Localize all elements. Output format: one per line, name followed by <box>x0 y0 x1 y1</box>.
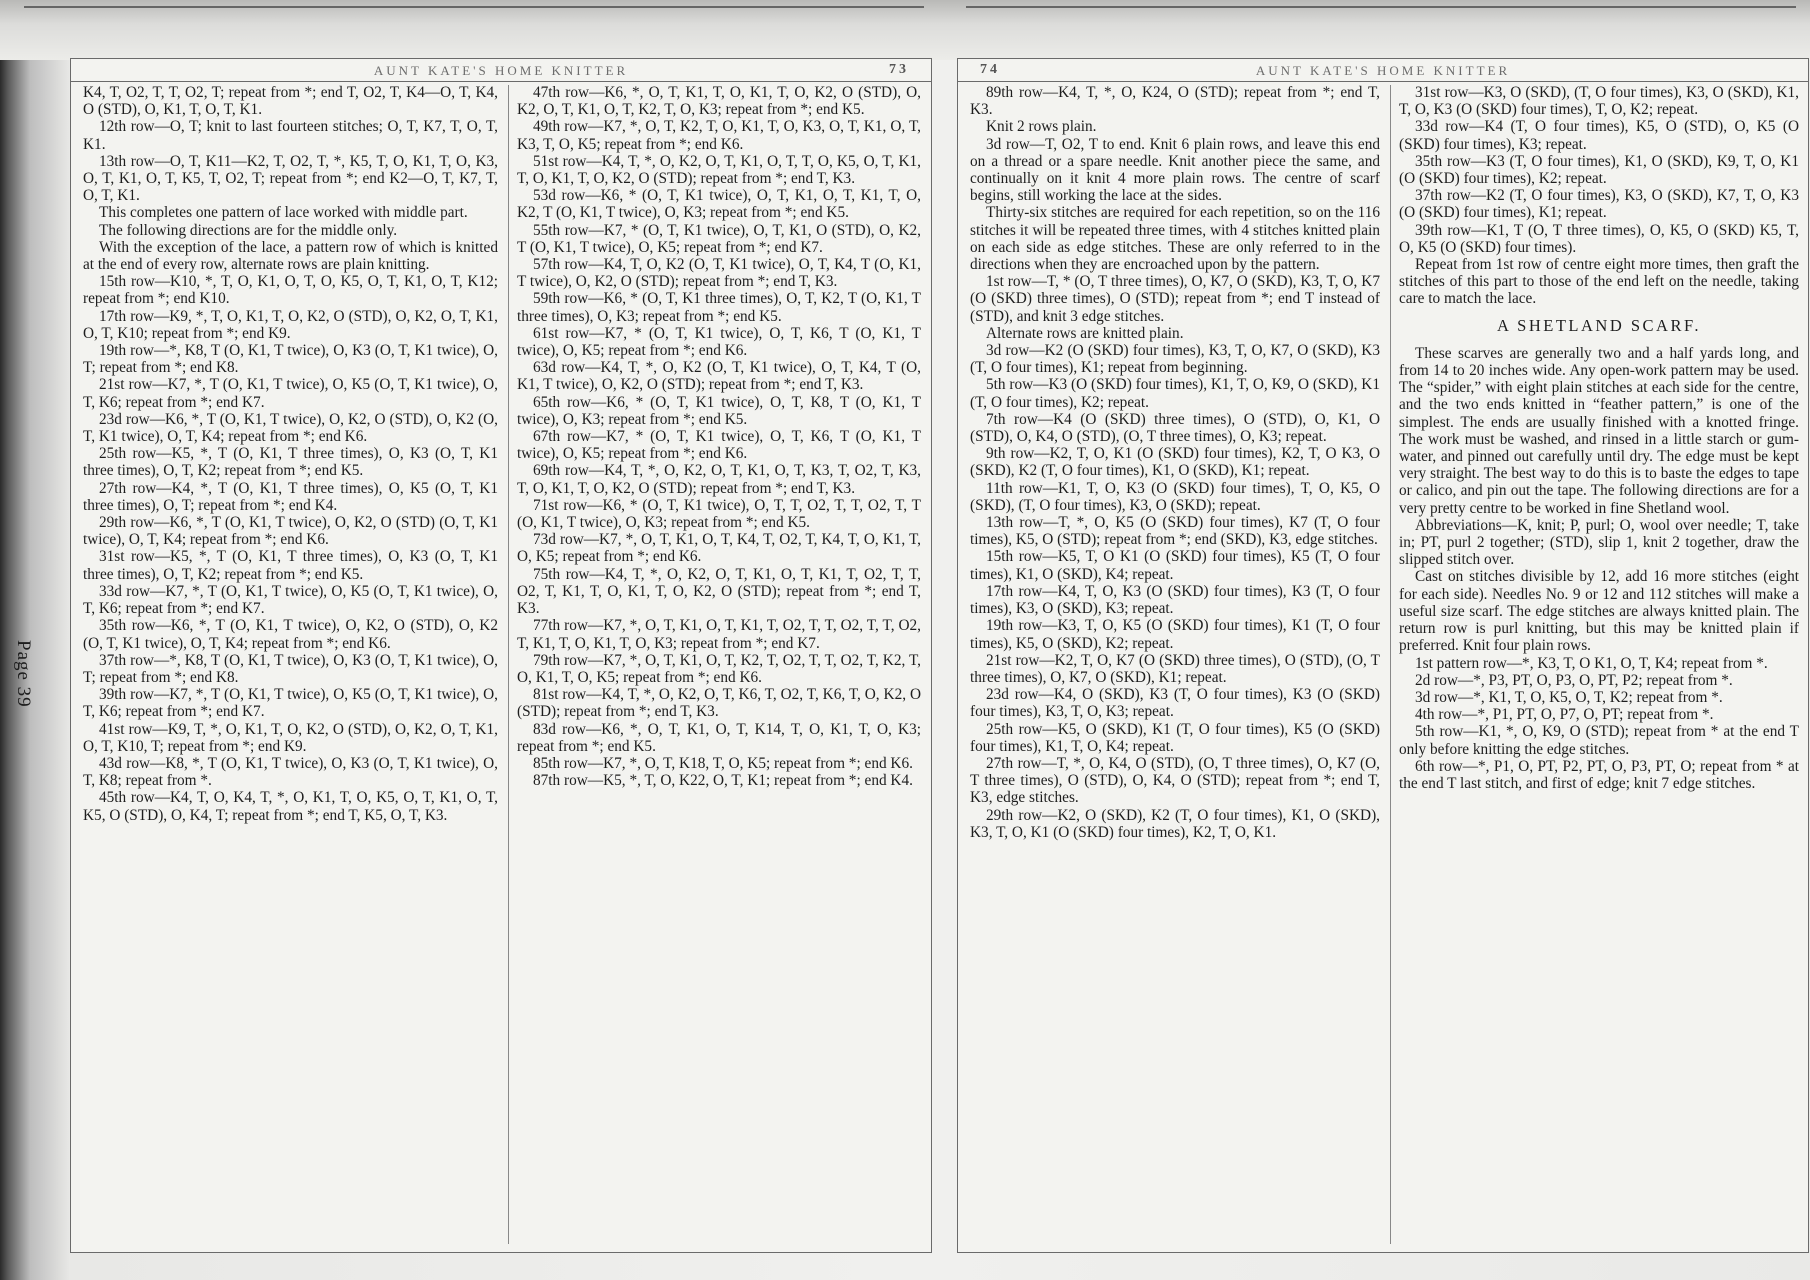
pattern-paragraph: 63d row—K4, T, *, O, K2 (O, T, K1 twice), O, T, K4, T (O, K1, T twice), O, K2, O (STD); repeat from *; end T, K3. <box>517 359 921 394</box>
pattern-paragraph: 55th row—K7, * (O, T, K1 twice), O, T, K1, O (STD), O, K2, T (O, K1, T twice), O, K5; repeat from *; end K7. <box>517 221 921 256</box>
pattern-paragraph: 1st pattern row—*, K3, T, O K1, O, T, K4; repeat from *. <box>1415 654 1768 672</box>
pattern-paragraph: 39th row—K1, T (O, T three times), O, K5, O (SKD) K5, T, O, K5 (O (SKD) four times). <box>1399 221 1799 256</box>
pattern-paragraph: 23d row—K4, O (SKD), K3 (T, O four times), K3 (O (SKD) four times), K3, T, O, K3; repeat. <box>970 686 1380 721</box>
pattern-paragraph: 33d row—K4 (T, O four times), K5, O (STD), O, K5 (O (SKD) four times), K3; repeat. <box>1399 118 1799 153</box>
pattern-paragraph: 23d row—K6, *, T (O, K1, T twice), O, K2, O (STD), O, K2 (O, T, K1 twice), O, T, K4; repeat from *; end K6. <box>83 410 498 446</box>
pattern-paragraph: 15th row—K10, *, T, O, K1, O, T, O, K5, O, T, K1, O, T, K12; repeat from *; end K10. <box>83 273 498 308</box>
pattern-paragraph: 21st row—K7, *, T (O, K1, T twice), O, K5 (O, T, K1 twice), O, T, K6; repeat from *; end K7. <box>83 376 498 411</box>
pattern-paragraph: These scarves are generally two and a half yards long, and from 14 to 20 inches wide. Any open-work pattern may be used. The “spider,” with eight plain stitches at each side for the centre, and the two ends knitted in “feather pattern,” is one of the simplest. The ends are usually finished with a knotted fringe. The work must be washed, and rinsed in a little starch or gum-water, and pinned out carefully until dry. The edge must be kept very straight. The best way to do this is to baste the edges to tape or calico, and pin out the tape. The following directions are for a very pretty centre to be worked in fine Shetland wool. <box>1399 344 1799 517</box>
pattern-paragraph: 45th row—K4, T, O, K4, T, *, O, K1, T, O, K5, O, T, K1, O, T, K5, O (STD), O, K4, T; repeat from *; end T, K5, O, T, K3. <box>83 789 498 824</box>
pattern-paragraph: 53d row—K6, * (O, T, K1 twice), O, T, K1, O, T, K1, T, O, K2, T (O, K1, T twice), O, K3; repeat from *; end K5. <box>517 187 921 222</box>
pattern-paragraph: With the exception of the lace, a pattern row of which is knitted at the end of every row, alternate rows are plain knitting. <box>83 238 498 274</box>
running-head: AUNT KATE'S HOME KNITTER <box>373 63 629 78</box>
pattern-paragraph: 51st row—K4, T, *, O, K2, O, T, K1, O, T, T, O, K5, O, T, K1, T, O, K1, T, O, K2, O (STD); repeat from *; end T, K3. <box>517 152 921 188</box>
pattern-paragraph: 81st row—K4, T, *, O, K2, O, T, K6, T, O2, T, K6, T, O, K2, O (STD); repeat from *; end T, K3. <box>517 686 921 721</box>
pattern-paragraph: 7th row—K4 (O (SKD) three times), O (STD), O, K1, O (STD), O, K4, O (STD), (O, T three times), O, K3; repeat. <box>970 410 1380 446</box>
pattern-paragraph: 87th row—K5, *, T, O, K22, O, T, K1; repeat from *; end K4. <box>533 772 913 790</box>
section-heading: A SHETLAND SCARF. <box>1497 315 1701 335</box>
pattern-paragraph: 17th row—K9, *, T, O, K1, T, O, K2, O (STD), O, K2, O, T, K1, O, T, K10; repeat from *; end K9. <box>83 307 498 342</box>
pattern-paragraph: 19th row—K3, T, O, K5 (O (SKD) four times), K1 (T, O four times), K5, O (SKD), K2; repeat. <box>970 617 1380 652</box>
pattern-paragraph: The following directions are for the middle only. <box>99 221 398 239</box>
pattern-paragraph: 27th row—T, *, O, K4, O (STD), (O, T three times), O, K7 (O, T three times), O (STD), O, K4, O (STD); repeat from *; end T, K3, edge stitches. <box>970 754 1380 807</box>
pattern-paragraph: K4, T, O2, T, T, O2, T; repeat from *; end T, O2, T, K4—O, T, K4, O (STD), O, K1, T, O, T, K1. <box>83 84 498 119</box>
pattern-paragraph: 39th row—K7, *, T (O, K1, T twice), O, K5 (O, T, K1 twice), O, T, K6; repeat from *; end K7. <box>83 686 498 721</box>
pattern-paragraph: 27th row—K4, *, T (O, K1, T three times), O, K5 (O, T, K1 three times), O, T; repeat from *; end K4. <box>83 479 498 514</box>
left-page-column-1 <box>83 84 498 1248</box>
pattern-paragraph: Alternate rows are knitted plain. <box>986 324 1184 342</box>
pattern-paragraph: 5th row—K3 (O (SKD) four times), K1, T, O, K9, O (SKD), K1 (T, O four times), K2; repeat. <box>970 376 1380 411</box>
pattern-paragraph: 25th row—K5, O (SKD), K1 (T, O four times), K5 (O (SKD) four times), K1, T, O, K4; repeat. <box>970 720 1380 755</box>
pattern-paragraph: 29th row—K2, O (SKD), K2 (T, O four times), K1, O (SKD), K3, T, O, K1 (O (SKD) four times), K2, T, O, K1. <box>970 806 1380 841</box>
pattern-paragraph: 75th row—K4, T, *, O, K2, O, T, K1, O, T, K1, T, O2, T, T, O2, T, K1, T, O, K1, T, O, K2, O (STD); repeat from *; end T, K3. <box>517 565 921 618</box>
pattern-paragraph: 77th row—K7, *, O, T, K1, O, T, K1, T, O2, T, T, O2, T, T, O2, T, K1, T, O, K1, T, O, K3; repeat from *; end K7. <box>517 617 921 652</box>
pattern-paragraph: 13th row—T, *, O, K5 (O (SKD) four times), K7 (T, O four times), K5, O (STD); repeat from *; end (SKD), K3, edge stitches. <box>970 514 1380 549</box>
left-page-header <box>71 59 931 82</box>
pattern-paragraph: 12th row—O, T; knit to last fourteen stitches; O, T, K7, T, O, T, K1. <box>83 118 498 153</box>
pattern-paragraph: Cast on stitches divisible by 12, add 16 more stitches (eight for each side). Needles No. 9 or 12 and 112 stitches will make a useful size scarf. The edge stitches are always knitted plain. The return row is purl knitting, but this may be knitted plain if preferred. Knit four plain rows. <box>1399 568 1799 655</box>
right-page-column-2 <box>1399 84 1799 1248</box>
left-page-column-2 <box>517 84 921 1248</box>
pattern-paragraph: 5th row—K1, *, O, K9, O (STD); repeat from * at the end T only before knitting the edge stitches. <box>1399 723 1799 758</box>
pattern-paragraph: 3d row—T, O2, T to end. Knit 6 plain rows, and leave this end on a thread or a spare needle. Knit another piece the same, and continually on it knit 4 more plain rows. The centre of scarf begins, still working the lace at the sides. <box>970 135 1380 205</box>
page-number: 73 <box>889 62 909 77</box>
pattern-paragraph: 13th row—O, T, K11—K2, T, O2, T, *, K5, T, O, K1, T, O, K3, O, T, K1, O, T, K5, T, O2, T; repeat from *; end K2—O, T, K7, T, O, T, K1. <box>83 152 498 205</box>
pattern-paragraph: 15th row—K5, T, O K1 (O (SKD) four times), K5 (T, O four times), K1, O (SKD), K4; repeat. <box>970 548 1380 583</box>
pattern-paragraph: 37th row—*, K8, T (O, K1, T twice), O, K3 (O, T, K1 twice), O, T; repeat from *; end K8. <box>83 651 498 686</box>
pattern-paragraph: 71st row—K6, * (O, T, K1 twice), O, T, T, O2, T, T, O2, T, T (O, K1, T twice), O, K3; repeat from *; end K5. <box>517 496 921 532</box>
pattern-paragraph: 2d row—*, P3, PT, O, P3, O, PT, P2; repeat from *. <box>1415 671 1733 689</box>
pattern-paragraph: Thirty-six stitches are required for each repetition, so on the 116 stitches it will be repeated three times, with 4 stitches knitted plain on each side as edge stitches. These are only referred to in the directions when they are encroached upon by the pattern. <box>970 204 1380 274</box>
pattern-paragraph: 89th row—K4, T, *, O, K24, O (STD); repeat from *; end T, K3. <box>970 84 1380 119</box>
right-page-column-1 <box>970 84 1380 1248</box>
pattern-paragraph: 11th row—K1, T, O, K3 (O (SKD) four times), T, O, K5, O (SKD), (T, O four times), K3, O (SKD); repeat. <box>970 479 1380 514</box>
pattern-paragraph: 31st row—K5, *, T (O, K1, T three times), O, K3 (O, T, K1 three times), O, T, K2; repeat from *; end K5. <box>83 548 498 583</box>
running-head: AUNT KATE'S HOME KNITTER <box>1255 63 1511 78</box>
pattern-paragraph: 37th row—K2 (T, O four times), K3, O (SKD), K7, T, O, K3 (O (SKD) four times), K1; repeat. <box>1399 187 1799 222</box>
pattern-paragraph: 21st row—K2, T, O, K7 (O (SKD) three times), O (STD), (O, T three times), O, K7, O (SKD), K1; repeat. <box>970 651 1380 686</box>
pattern-paragraph: Abbreviations—K, knit; P, purl; O, wool over needle; T, take in; PT, purl 2 together; (STD), slip 1, knit 2 together, draw the slipped stitch over. <box>1399 516 1799 569</box>
right-page <box>957 58 1809 1253</box>
pattern-paragraph: 31st row—K3, O (SKD), (T, O four times), K3, O (SKD), K1, T, O, K3 (O (SKD) four times), T, O, K2; repeat. <box>1399 84 1799 119</box>
pattern-paragraph: 65th row—K6, * (O, T, K1 twice), O, T, K8, T (O, K1, T twice), O, K3; repeat from *; end K5. <box>517 393 921 428</box>
pattern-paragraph: 59th row—K6, * (O, T, K1 three times), O, T, K2, T (O, K1, T three times), O, K3; repeat from *; end K5. <box>517 290 921 325</box>
pattern-paragraph: 17th row—K4, T, O, K3 (O (SKD) four times), K3 (T, O four times), K3, O (SKD), K3; repeat. <box>970 582 1380 618</box>
top-rule-right <box>966 6 1796 8</box>
pattern-paragraph: 6th row—*, P1, O, PT, P2, PT, O, P3, PT, O; repeat from * at the end T last stitch, and first of edge; knit 7 edge stitches. <box>1399 757 1799 792</box>
pattern-paragraph: 73d row—K7, *, O, T, K1, O, T, K4, T, O2, T, K4, T, O, K1, T, O, K5; repeat from *; end K6. <box>517 531 921 566</box>
pattern-paragraph: 49th row—K7, *, O, T, K2, T, O, K1, T, O, K3, O, T, K1, O, T, K3, T, O, K5; repeat from *; end K6. <box>517 118 921 153</box>
column-divider <box>1390 85 1391 1244</box>
page-number: 74 <box>980 62 1000 77</box>
pattern-paragraph: 3d row—*, K1, T, O, K5, O, T, K2; repeat from *. <box>1415 688 1723 706</box>
pattern-paragraph: 19th row—*, K8, T (O, K1, T twice), O, K3 (O, T, K1 twice), O, T; repeat from *; end K8. <box>83 342 498 377</box>
pattern-paragraph: 29th row—K6, *, T (O, K1, T twice), O, K2, O (STD) (O, T, K1 twice), O, T, K4; repeat from *; end K6. <box>83 514 498 549</box>
pattern-paragraph: 4th row—*, P1, PT, O, P7, O, PT; repeat from *. <box>1415 706 1714 724</box>
right-page-header <box>958 59 1808 82</box>
pattern-paragraph: Knit 2 rows plain. <box>986 118 1097 136</box>
pattern-paragraph: 33d row—K7, *, T (O, K1, T twice), O, K5 (O, T, K1 twice), O, T, K6; repeat from *; end K7. <box>83 582 498 618</box>
left-page <box>70 58 932 1253</box>
pattern-paragraph: 35th row—K3 (T, O four times), K1, O (SKD), K9, T, O, K1 (O (SKD) four times), K2; repeat. <box>1399 152 1799 188</box>
pattern-paragraph: This completes one pattern of lace worked with middle part. <box>99 204 468 222</box>
pattern-paragraph: 67th row—K7, * (O, T, K1 twice), O, T, K6, T (O, K1, T twice), O, K5; repeat from *; end K6. <box>517 428 921 463</box>
pattern-paragraph: 83d row—K6, *, O, T, K1, O, T, K14, T, O, K1, T, O, K3; repeat from *; end K5. <box>517 720 921 755</box>
column-divider <box>508 85 509 1244</box>
side-page-number: Page 39 <box>13 640 34 708</box>
pattern-paragraph: 25th row—K5, *, T (O, K1, T three times), O, K3 (O, T, K1 three times), O, T, K2; repeat from *; end K5. <box>83 445 498 480</box>
pattern-paragraph: 3d row—K2 (O (SKD) four times), K3, T, O, K7, O (SKD), K3 (T, O four times), K1; repeat from beginning. <box>970 342 1380 377</box>
pattern-paragraph: 47th row—K6, *, O, T, K1, T, O, K1, T, O, K2, O (STD), O, K2, O, T, K1, O, T, K2, T, O, K3; repeat from *; end K5. <box>517 84 921 119</box>
pattern-paragraph: Repeat from 1st row of centre eight more times, then graft the stitches of this part to those of the end left on the needle, taking care to match the lace. <box>1399 256 1799 308</box>
pattern-paragraph: 69th row—K4, T, *, O, K2, O, T, K1, O, T, K3, T, O2, T, K3, T, O, K1, T, O, K2, O (STD); repeat from *; end T, K3. <box>517 462 921 497</box>
pattern-paragraph: 61st row—K7, * (O, T, K1 twice), O, T, K6, T (O, K1, T twice), O, K5; repeat from *; end K6. <box>517 324 921 360</box>
previous-page-edge <box>0 0 1810 60</box>
pattern-paragraph: 57th row—K4, T, O, K2 (O, T, K1 twice), O, T, K4, T (O, K1, T twice), O, K2, O (STD); repeat from *; end T, K3. <box>517 256 921 291</box>
pattern-paragraph: 85th row—K7, *, O, T, K18, T, O, K5; repeat from *; end K6. <box>533 754 913 772</box>
pattern-paragraph: 43d row—K8, *, T (O, K1, T twice), O, K3 (O, T, K1 twice), O, T, K8; repeat from *. <box>83 754 498 790</box>
top-rule-left <box>24 6 924 8</box>
pattern-paragraph: 9th row—K2, T, O, K1 (O (SKD) four times), K2, T, O K3, O (SKD), K2 (T, O four times), K1, O (SKD), K1; repeat. <box>970 445 1380 480</box>
pattern-paragraph: 41st row—K9, T, *, O, K1, T, O, K2, O (STD), O, K2, O, T, K1, O, T, K10, T; repeat from *; end K9. <box>83 720 498 755</box>
pattern-paragraph: 35th row—K6, *, T (O, K1, T twice), O, K2, O (STD), O, K2 (O, T, K1 twice), O, T, K4; repeat from *; end K6. <box>83 617 498 652</box>
pattern-paragraph: 1st row—T, * (O, T three times), O, K7, O (SKD), K3, T, O, K7 (O (SKD) three times), O (STD); repeat from *; end T instead of (STD), and knit 3 edge stitches. <box>970 273 1380 325</box>
pattern-paragraph: 79th row—K7, *, O, T, K1, O, T, K2, T, O2, T, T, O2, T, K2, T, O, K1, T, O, K5; repeat from *; end K6. <box>517 651 921 686</box>
